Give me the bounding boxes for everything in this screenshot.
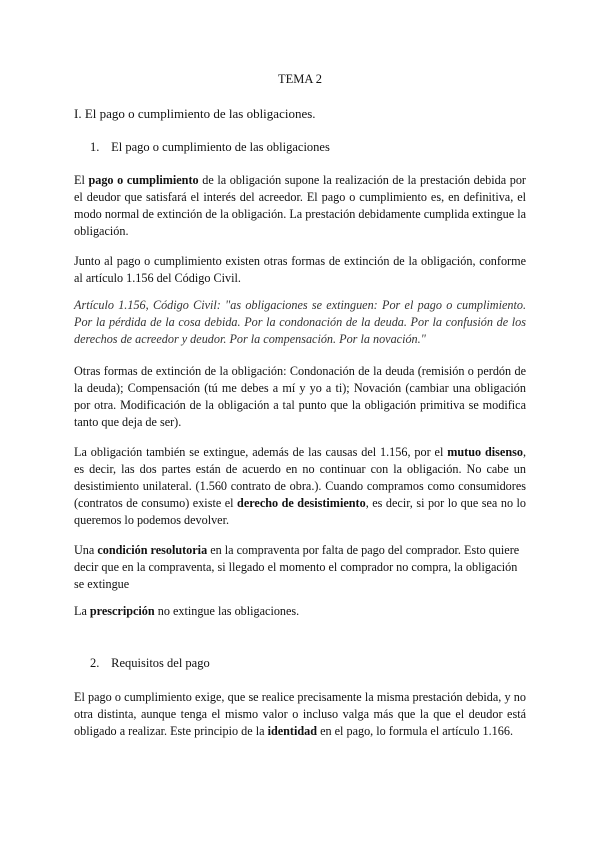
subsection-heading-1 [90, 140, 330, 155]
bold-term: condición resolutoria [97, 543, 208, 557]
paragraph-condicion-resolutoria [74, 542, 526, 593]
text-run: en el pago, lo formula el artículo 1.166. [317, 724, 513, 738]
bold-term: identidad [267, 724, 318, 738]
paragraph-mutuo-disenso [74, 444, 526, 529]
paragraph-requisitos [74, 689, 526, 740]
subsection-number: 1. [90, 140, 100, 154]
paragraph-pago [74, 172, 526, 240]
subsection-label: Requisitos del pago [111, 656, 210, 670]
section-heading: I. El pago o cumplimiento de las obligaciones. [74, 106, 316, 121]
text-run: , es decir, las dos partes están de acuerdo en no continuar con la obligación. No cabe un desistimiento unilateral. (1.560 contrato de obra.). Cuando compramos como consumidores (contratos de consumo) existe el [74, 445, 526, 510]
text-run: La obligación también se extingue, además de las causas del 1.156, por el [74, 445, 448, 459]
text-run: El [74, 173, 89, 187]
bold-term: prescripción [89, 604, 155, 618]
subsection-heading-2 [90, 656, 210, 671]
quote-article-1156: Artículo 1.156, Código Civil: "as obligaciones se extinguen: Por el pago o cumplimiento. Por la pérdida de la cosa debida. Por la condonación de la deuda. Por la confusión de los derechos de acreedor y deudor. Por la compensación. Por la novación." [74, 298, 526, 346]
page-title: TEMA 2 [277, 72, 323, 86]
text-run: Una [74, 543, 98, 557]
paragraph-prescripcion [74, 603, 526, 620]
subsection-label: El pago o cumplimiento de las obligaciones [111, 140, 330, 154]
bold-term: mutuo disenso [447, 445, 523, 459]
text-run: no extingue las obligaciones. [154, 604, 300, 618]
paragraph-extincion: Otras formas de extinción de la obligación: Condonación de la deuda (remisión o perdón de la deuda); Compensación (tú me debes a mí y yo a ti); Novación (cambiar una obligación por otra. Modificación de la obligación a tal punto que la obligación primitiva se modifica tanto que deja de ser). [74, 364, 526, 429]
text-run: , es decir, si por lo que sea no lo queremos lo podemos devolver. [74, 496, 527, 527]
text-run: de la obligación supone la realización de la prestación debida por el deudor que satisfará el interés del acreedor. El pago o cumplimiento es, en definitiva, el modo normal de extinción de la obligación. La prestación debidamente cumplida extingue la obligación. [74, 173, 526, 238]
text-run: La [74, 604, 90, 618]
text-run: El pago o cumplimiento exige, que se realice precisamente la misma prestación debida, y no otra distinta, aunque tenga el mismo valor o incluso valga más que la que el deudor está obligado a realizar. Este principio de la [74, 690, 526, 738]
paragraph-otras-formas: Junto al pago o cumplimiento existen otras formas de extinción de la obligación, conforme al artículo 1.156 del Código Civil. [74, 254, 526, 285]
subsection-number: 2. [90, 656, 100, 670]
bold-term: derecho de desistimiento [237, 496, 366, 510]
bold-term: pago o cumplimiento [88, 173, 199, 187]
text-run: en la compraventa por falta de pago del comprador. Esto quiere decir que en la compraventa, si llegado el momento el comprador no compra, la obligación se extingue [74, 543, 520, 591]
